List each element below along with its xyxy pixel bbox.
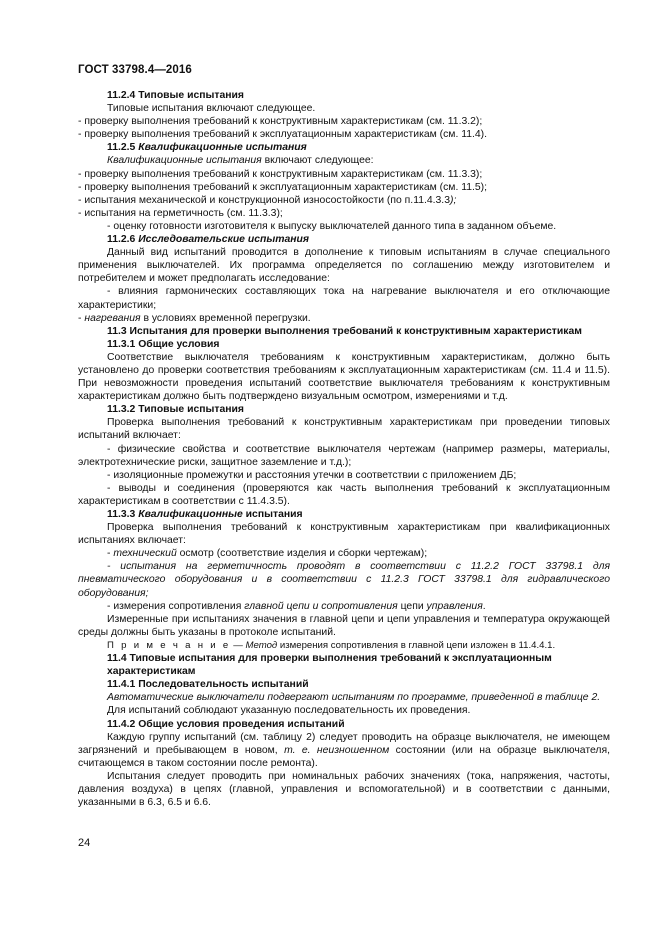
note-label: П р и м е ч а н и е bbox=[107, 639, 231, 651]
paragraph: Проверка выполнения требований к конструктивным характеристикам при проведении типовых испытаний включает: bbox=[78, 417, 610, 442]
list-item: - проверку выполнения требований к эксплуатационным характеристикам (см. 11.5); bbox=[78, 181, 488, 193]
list-item: - испытания механической и конструкционной износостойкости (по п.11.4.3.3); bbox=[78, 194, 457, 206]
list-item: - проверку выполнения требований к конструктивным характеристикам (см. 11.3.3); bbox=[78, 168, 483, 180]
section-11-2-6-heading: 11.2.6 Исследовательские испытания bbox=[107, 234, 309, 246]
list-item: - проверку выполнения требований к эксплуатационным характеристикам (см. 11.4). bbox=[78, 129, 488, 141]
paragraph: Автоматические выключатели подвергают испытаниям по программе, приведенной в таблице 2. bbox=[107, 692, 601, 704]
section-11-3-3-heading: 11.3.3 Квалификационные испытания bbox=[107, 509, 303, 520]
paragraph: Типовые испытания включают следующее. bbox=[107, 103, 316, 115]
list-item: - оценку готовности изготовителя к выпуску выключателей данного типа в заданном объеме. bbox=[107, 220, 557, 232]
list-item: - технический осмотр (соответствие изделия и сборки чертежам); bbox=[107, 548, 428, 560]
section-11-2-5-heading: 11.2.5 Квалификационные испытания bbox=[107, 142, 307, 154]
document-body bbox=[78, 89, 610, 809]
paragraph: Проверка выполнения требований к конструктивным характеристикам при квалификационных испытаниях включает: bbox=[78, 522, 610, 547]
list-item: - влияния гармонических составляющих тока на нагревание выключателя и его отключающие характеристики; bbox=[78, 286, 610, 311]
list-item: - нагревания в условиях временной перегрузки. bbox=[78, 312, 311, 324]
section-11-2-4-heading: 11.2.4 Типовые испытания bbox=[107, 90, 245, 101]
list-item: - испытания на герметичность (см. 11.3.3); bbox=[78, 207, 283, 219]
paragraph: Для испытаний соблюдают указанную последовательность их проведения. bbox=[107, 705, 471, 717]
list-item: - изоляционные промежутки и расстояния утечки в соответствии с приложением ДБ; bbox=[107, 469, 517, 481]
section-11-4-2-heading: 11.4.2 Общие условия проведения испытаний bbox=[107, 718, 345, 730]
section-11-4-1-heading: 11.4.1 Последовательность испытаний bbox=[107, 679, 309, 691]
section-11-3-1-heading: 11.3.1 Общие условия bbox=[107, 338, 220, 350]
document-header: ГОСТ 33798.4—2016 bbox=[78, 64, 192, 76]
paragraph: Измеренные при испытаниях значения в главной цепи и цепи управления и температура окружающей среды должны быть указаны в протоколе испытаний. bbox=[78, 613, 610, 638]
section-11-3-heading: 11.3 Испытания для проверки выполнения требований к конструктивным характеристикам bbox=[107, 325, 582, 337]
section-11-3-2-heading: 11.3.2 Типовые испытания bbox=[107, 404, 245, 416]
list-item: - измерения сопротивления главной цепи и сопротивления цепи управления. bbox=[107, 600, 486, 612]
paragraph: Испытания следует проводить при номинальных рабочих значениях (тока, напряжения, частоты, давления воздуха) в цепях (главной, управления и вспомогательной) и в соответствии с данными, указанными в 6.3, 6.5 и 6.6. bbox=[78, 770, 610, 809]
note: П р и м е ч а н и е — Метод измерения сопротивления в главной цепи изложен в 11.4.4.1. bbox=[107, 639, 556, 651]
paragraph: Квалификационные испытания включают следующее: bbox=[107, 155, 374, 167]
paragraph: Данный вид испытаний проводится в дополнение к типовым испытаниям в случае специального применения выключателей. Их программа определяется по соглашению между изготовителем и потребителем и может предполагать исследование: bbox=[78, 247, 610, 285]
paragraph: Соответствие выключателя требованиям к конструктивным характеристикам, должно быть установлено до проверки соответствия требованиям к эксплуатационным характеристикам (см. 11.4 и 11.5). При невозможности проведения испытаний соответствие выключателя требованиям к конструктивным характеристикам должно быть подтверждено визуальным осмотром, измерениями и т.д. bbox=[78, 351, 610, 403]
list-item: - испытания на герметичность проводят в соответствии с 11.2.2 ГОСТ 33798.1 для пневматического оборудования и в соответствии с 11.2.3 ГОСТ 33798.1 для гидравлического оборудования; bbox=[78, 561, 610, 599]
list-item: - физические свойства и соответствие выключателя чертежам (например размеры, материалы, электротехнические риски, защитное заземление и т.д.); bbox=[78, 443, 610, 468]
page-number: 24 bbox=[78, 837, 91, 849]
paragraph: Каждую группу испытаний (см. таблицу 2) следует проводить на образце выключателя, не имеющем загрязнений и пребывающем в новом, т. е. неизношенном состоянии (или на образце выключателя, считающемся в таком состоянии после ремонта). bbox=[78, 731, 610, 769]
section-11-4-heading: 11.4 Типовые испытания для проверки выполнения требований к эксплуатационным характеристикам bbox=[107, 653, 552, 678]
list-item: - выводы и соединения (проверяются как часть выполнения требований к эксплуатационным характеристикам в соответствии с 11.4.3.5). bbox=[78, 482, 610, 507]
list-item: - проверку выполнения требований к конструктивным характеристикам (см. 11.3.2); bbox=[78, 116, 483, 128]
